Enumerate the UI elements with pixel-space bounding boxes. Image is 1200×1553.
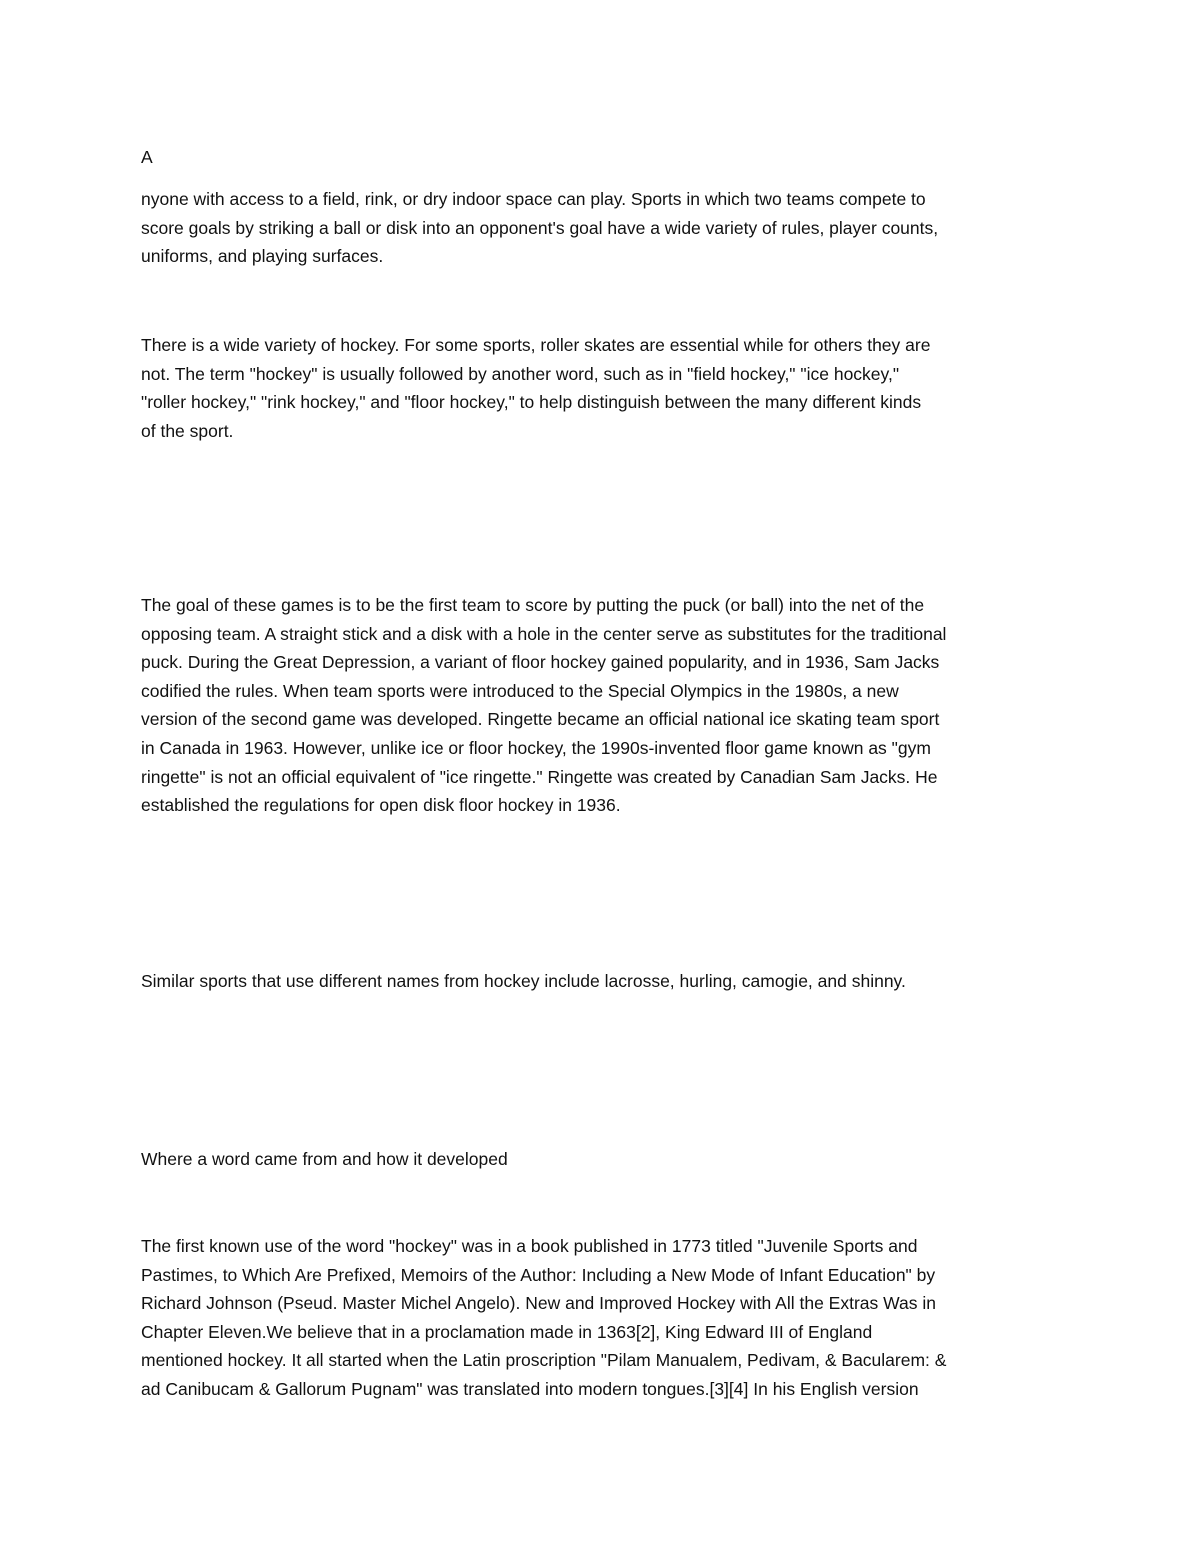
heading-text: Where a word came from and how it developed — [141, 1149, 508, 1169]
paragraph-line: opposing team. A straight stick and a disk with a hole in the center serve as substitutes for the traditional — [141, 623, 947, 644]
paragraph-line: version of the second game was developed. Ringette became an official national ice skating team sport — [141, 709, 940, 730]
paragraph-line: There is a wide variety of hockey. For some sports, roller skates are essential while for others they are — [141, 335, 931, 355]
paragraph-line: established the regulations for open disk floor hockey in 1936. — [141, 795, 621, 816]
paragraph-line: puck. During the Great Depression, a variant of floor hockey gained popularity, and in 1936, Sam Jacks — [141, 652, 940, 673]
paragraph-line: mentioned hockey. It all started when the Latin proscription "Pilam Manualem, Pedivam, & Bacularem: & — [141, 1350, 947, 1371]
paragraph-line: uniforms, and playing surfaces. — [141, 246, 384, 267]
paragraph-line: The goal of these games is to be the first team to score by putting the puck (or ball) into the net of the — [141, 595, 925, 615]
paragraph-line: codified the rules. When team sports were introduced to the Special Olympics in the 1980s, a new — [141, 680, 899, 701]
paragraph-line: Pastimes, to Which Are Prefixed, Memoirs of the Author: Including a New Mode of Infant Education" by — [141, 1264, 936, 1285]
paragraph-variety — [141, 331, 1066, 445]
paragraph-goal — [141, 591, 1066, 820]
paragraph-line: Similar sports that use different names from hockey include lacrosse, hurling, camogie, and shinny. — [141, 971, 906, 991]
paragraph-line: Chapter Eleven.We believe that in a proclamation made in 1363[2], King Edward III of England — [141, 1321, 873, 1342]
paragraph-line: "roller hockey," "rink hockey," and "floor hockey," to help distinguish between the many different kinds — [141, 392, 922, 413]
drop-letter-text: A — [141, 147, 153, 167]
paragraph-line: The first known use of the word "hockey" was in a book published in 1773 titled "Juvenile Sports and — [141, 1236, 918, 1256]
paragraph-line: not. The term "hockey" is usually followed by another word, such as in "field hockey," "ice hockey," — [141, 363, 900, 384]
paragraph-similar-sports — [141, 967, 1066, 996]
paragraph-line: nyone with access to a field, rink, or dry indoor space can play. Sports in which two teams compete to — [141, 189, 926, 209]
paragraph-line: score goals by striking a ball or disk into an opponent's goal have a wide variety of rules, player counts, — [141, 217, 939, 238]
paragraph-line: Richard Johnson (Pseud. Master Michel Angelo). New and Improved Hockey with All the Extras Was in — [141, 1293, 936, 1314]
paragraph-intro — [141, 185, 1066, 271]
paragraph-line: in Canada in 1963. However, unlike ice or floor hockey, the 1990s-invented floor game known as "gym — [141, 737, 931, 758]
paragraph-line: of the sport. — [141, 420, 234, 441]
paragraph-line: ad Canibucam & Gallorum Pugnam" was translated into modern tongues.[3][4] In his English version — [141, 1378, 919, 1399]
drop-letter — [141, 143, 1066, 172]
paragraph-etymology — [141, 1232, 1066, 1404]
paragraph-line: ringette" is not an official equivalent of "ice ringette." Ringette was created by Canadian Sam Jacks. He — [141, 766, 938, 787]
section-heading — [141, 1145, 1066, 1174]
